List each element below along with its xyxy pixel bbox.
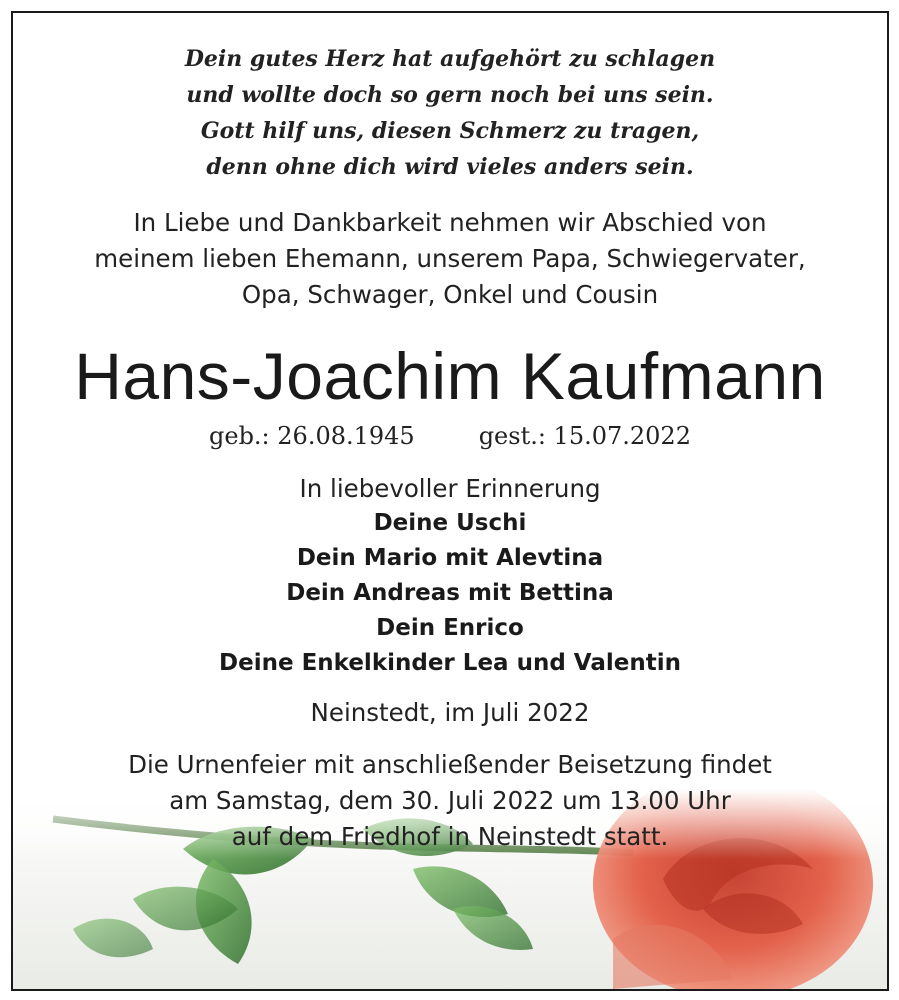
intro-line: Opa, Schwager, Onkel und Cousin	[241, 280, 659, 309]
memory-line: In liebevoller Erinnerung	[299, 474, 601, 503]
poem-line: und wollte doch so gern noch bei uns sein.	[186, 82, 714, 108]
poem	[13, 41, 887, 185]
mourner: Dein Enrico	[376, 615, 524, 641]
poem-line: Gott hilf uns, diesen Schmerz zu tragen,	[200, 118, 700, 144]
poem-line: denn ohne dich wird vieles anders sein.	[206, 154, 694, 180]
service-line: auf dem Friedhof in Neinstedt statt.	[231, 822, 669, 851]
death-date: gest.: 15.07.2022	[478, 422, 691, 450]
birth-date: geb.: 26.08.1945	[209, 422, 415, 450]
intro-line: meinem lieben Ehemann, unserem Papa, Schwiegervater,	[94, 244, 806, 273]
service-line: am Samstag, dem 30. Juli 2022 um 13.00 Uhr	[169, 786, 731, 815]
mourner: Deine Uschi	[373, 510, 527, 536]
funeral-service-info	[13, 747, 887, 855]
obituary-frame	[11, 11, 889, 991]
service-line: Die Urnenfeier mit anschließender Beisetzung findet	[128, 750, 772, 779]
obituary-content	[13, 13, 887, 855]
poem-line: Dein gutes Herz hat aufgehört zu schlagen	[184, 46, 716, 72]
deceased-name: Hans-Joachim Kaufmann	[74, 339, 826, 413]
intro-line: In Liebe und Dankbarkeit nehmen wir Abschied von	[133, 208, 767, 237]
farewell-intro	[13, 205, 887, 313]
mourner: Dein Andreas mit Bettina	[286, 580, 614, 606]
mourners-list	[13, 506, 887, 681]
place-date: Neinstedt, im Juli 2022	[310, 698, 590, 727]
mourner: Dein Mario mit Alevtina	[296, 545, 604, 571]
mourner: Deine Enkelkinder Lea und Valentin	[219, 650, 681, 676]
life-dates	[13, 419, 887, 453]
